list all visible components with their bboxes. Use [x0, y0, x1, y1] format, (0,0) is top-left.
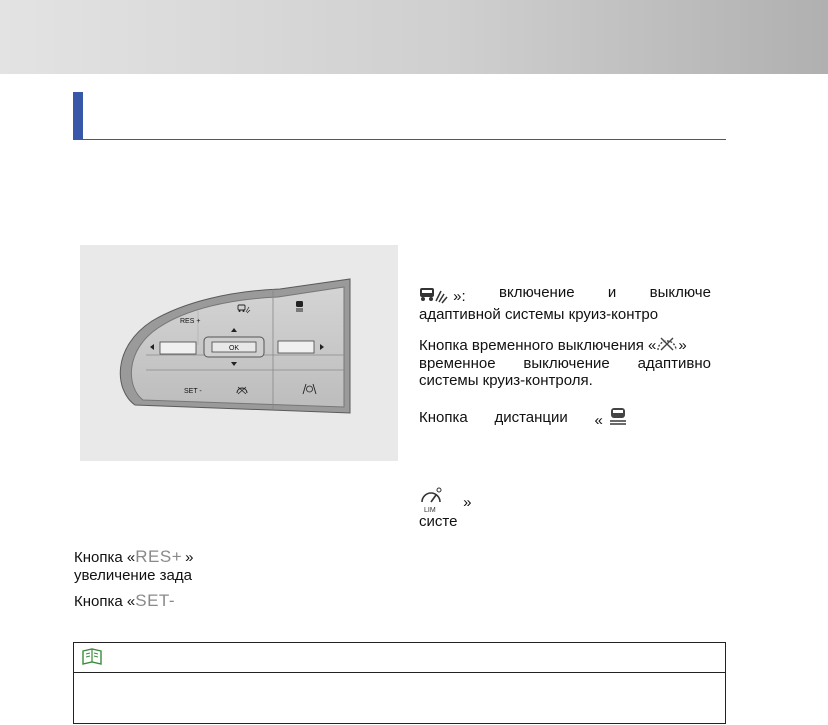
cruise-cancel-icon [656, 335, 678, 353]
speed-limit-icon [419, 487, 445, 513]
p1-word-3: выключе [649, 284, 711, 301]
p4-after-icon: » [463, 494, 472, 511]
set-label: SET - [184, 388, 202, 395]
p4-line-2: систе [419, 513, 458, 530]
ok-label: OK [228, 345, 240, 352]
paragraph-speed-limit-button [419, 487, 539, 531]
p2-line-1-end: » [678, 337, 687, 354]
paragraph-acc-button [419, 284, 711, 323]
distance-symbol-icon [296, 301, 303, 311]
p1-after-icon: »: [453, 288, 466, 305]
section-marker [73, 92, 83, 139]
paragraph-res-button [74, 548, 193, 584]
p2-line-1-start: Кнопка временного выключения « [419, 337, 657, 354]
steering-switch-illustration [80, 245, 398, 461]
p2-word-2: выключение [523, 354, 610, 372]
res-grey-label: RES+ [135, 547, 183, 566]
steering-switch-figure [80, 245, 398, 461]
p2-word-3: адаптивно [637, 354, 711, 372]
set-grey-label: SET- [135, 591, 176, 610]
book-icon [81, 648, 103, 666]
p3-word-1: Кнопка [419, 409, 468, 426]
p1-word-1: включение [499, 284, 575, 301]
p2-word-1: временное [419, 354, 496, 372]
p2-line-3: системы круиз-контроля. [419, 372, 593, 389]
res-label: RES + [180, 318, 201, 325]
note-header [74, 643, 725, 673]
svg-text:LIM: LIM [424, 507, 436, 513]
set-prefix: Кнопка « [74, 593, 136, 610]
distance-car-icon [607, 406, 629, 428]
paragraph-distance-button [419, 406, 629, 430]
right-bar-shape [278, 341, 314, 353]
paragraph-set-button [74, 592, 175, 611]
note-box [73, 642, 726, 724]
section-divider [73, 139, 726, 140]
header-band [0, 0, 828, 74]
p3-word-2: дистанции [494, 409, 568, 426]
res-suffix: » [185, 549, 194, 566]
res-prefix: Кнопка « [74, 549, 136, 566]
adaptive-cruise-car-icon [419, 284, 449, 304]
p1-word-2: и [607, 284, 617, 301]
p3-word-3: « [594, 412, 603, 429]
p1-line-2: адаптивной системы круиз-контро [419, 305, 659, 323]
left-bar-shape [160, 342, 196, 354]
paragraph-cancel-button [419, 335, 711, 390]
res-line-2: увеличение зада [74, 566, 192, 584]
